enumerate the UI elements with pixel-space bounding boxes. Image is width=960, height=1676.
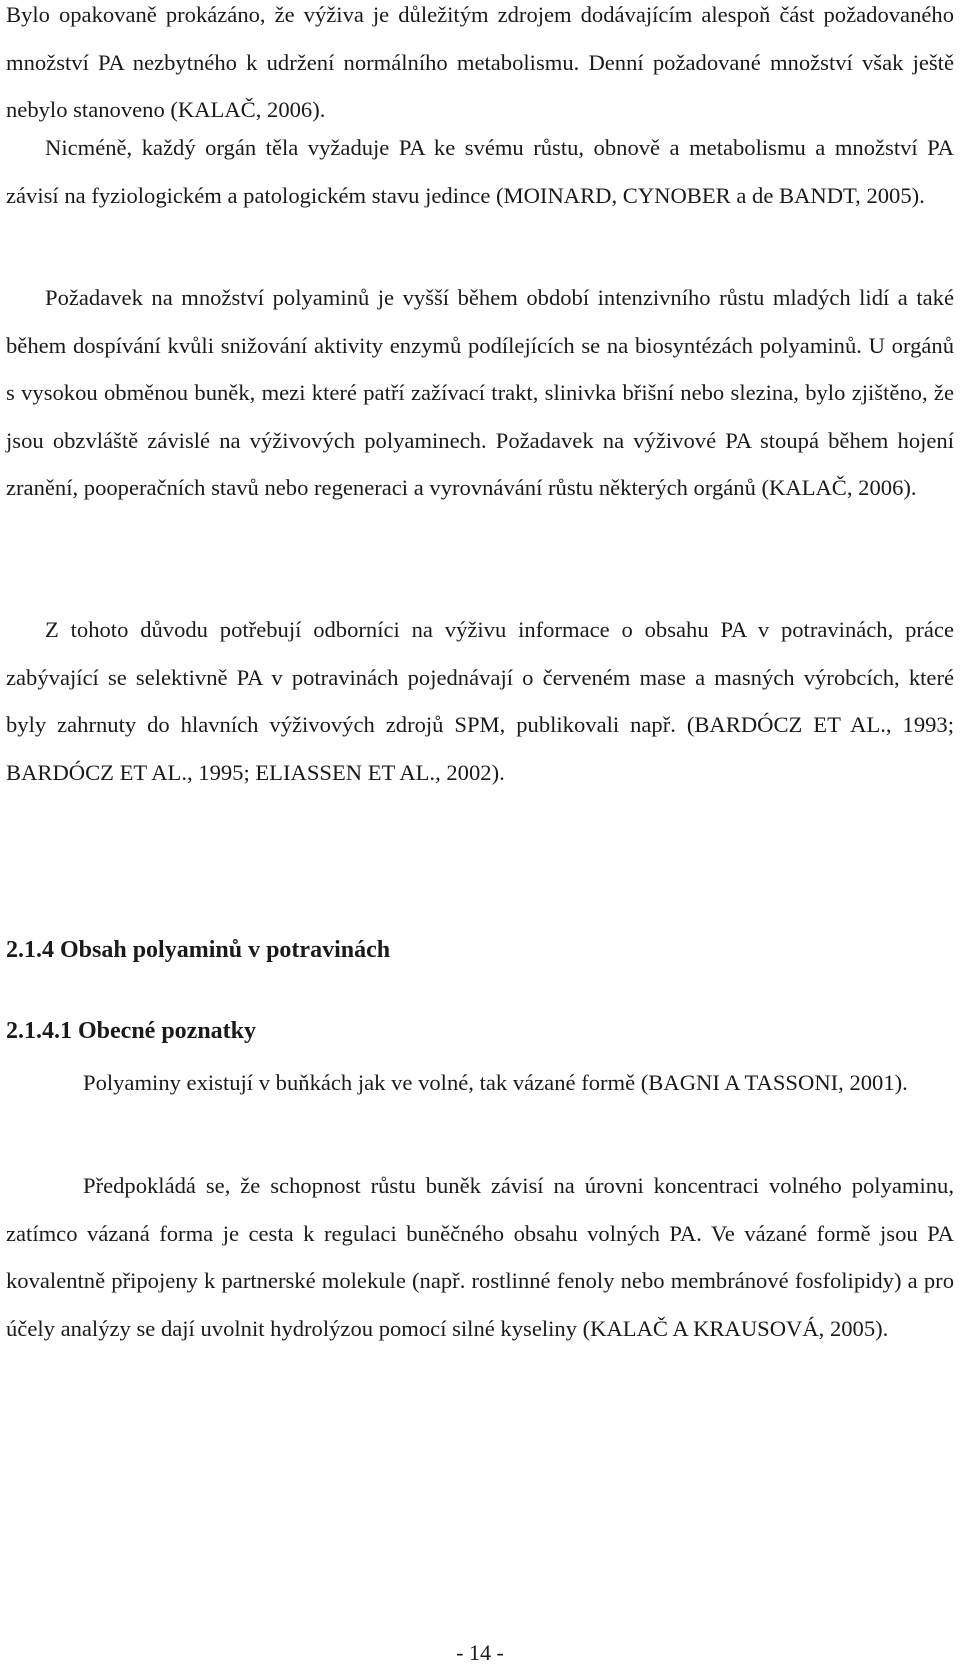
paragraph-nutrition-source: Bylo opakovaně prokázáno, že výživa je důležitým zdrojem dodávajícím alespoň část požadovaného množství PA nezbytného k udržení normálního metabolismu. Denní požadované množství však ještě nebylo stanoveno (KALAČ, 2006).	[6, 2, 954, 122]
paragraph-free-bound-forms: Polyaminy existují v buňkách jak ve volné, tak vázané formě (BAGNI A TASSONI, 2001).	[83, 1070, 908, 1095]
page-number: - 14 -	[456, 1640, 504, 1665]
section-heading: 2.1.4 Obsah polyaminů v potravinách	[6, 937, 391, 963]
subsection-heading: 2.1.4.1 Obecné poznatky	[6, 1018, 257, 1044]
paragraph-organ-requirements: Nicméně, každý orgán těla vyžaduje PA ke svému růstu, obnově a metabolismu a množství PA závisí na fyziologickém a patologickém stavu jedince (MOINARD, CYNOBER a de BANDT, 2005).	[6, 135, 954, 208]
paragraph-growth-demand: Požadavek na množství polyaminů je vyšší během období intenzivního růstu mladých lidí a také během dospívání kvůli snižování aktivity enzymů podílejících se na biosyntézách polyaminů. U orgánů s vysokou obměnou buněk, mezi které patří zažívací trakt, slinivka břišní nebo slezina, bylo zjištěno, že jsou obzvláště závislé na výživových polyaminech. Požadavek na výživové PA stoupá během hojení zranění, pooperačních stavů nebo regeneraci a vyrovnávání růstu některých orgánů (KALAČ, 2006).	[6, 285, 954, 500]
paragraph-food-content: Z tohoto důvodu potřebují odborníci na výživu informace o obsahu PA v potravinách, práce zabývající se selektivně PA v potravinách pojednávají o červeném mase a masných výrobcích, které byly zahrnuty do hlavních výživových zdrojů SPM, publikovali např. (BARDÓCZ ET AL., 1993; BARDÓCZ ET AL., 1995; ELIASSEN ET AL., 2002).	[6, 617, 954, 785]
paragraph-cell-growth: Předpokládá se, že schopnost růstu buněk závisí na úrovni koncentraci volného polyaminu, zatímco vázaná forma je cesta k regulaci buněčného obsahu volných PA. Ve vázané formě jsou PA kovalentně připojeny k partnerské molekule (např. rostlinné fenoly nebo membránové fosfolipidy) a pro účely analýzy se dají uvolnit hydrolýzou pomocí silné kyseliny (KALAČ A KRAUSOVÁ, 2005).	[6, 1173, 954, 1341]
